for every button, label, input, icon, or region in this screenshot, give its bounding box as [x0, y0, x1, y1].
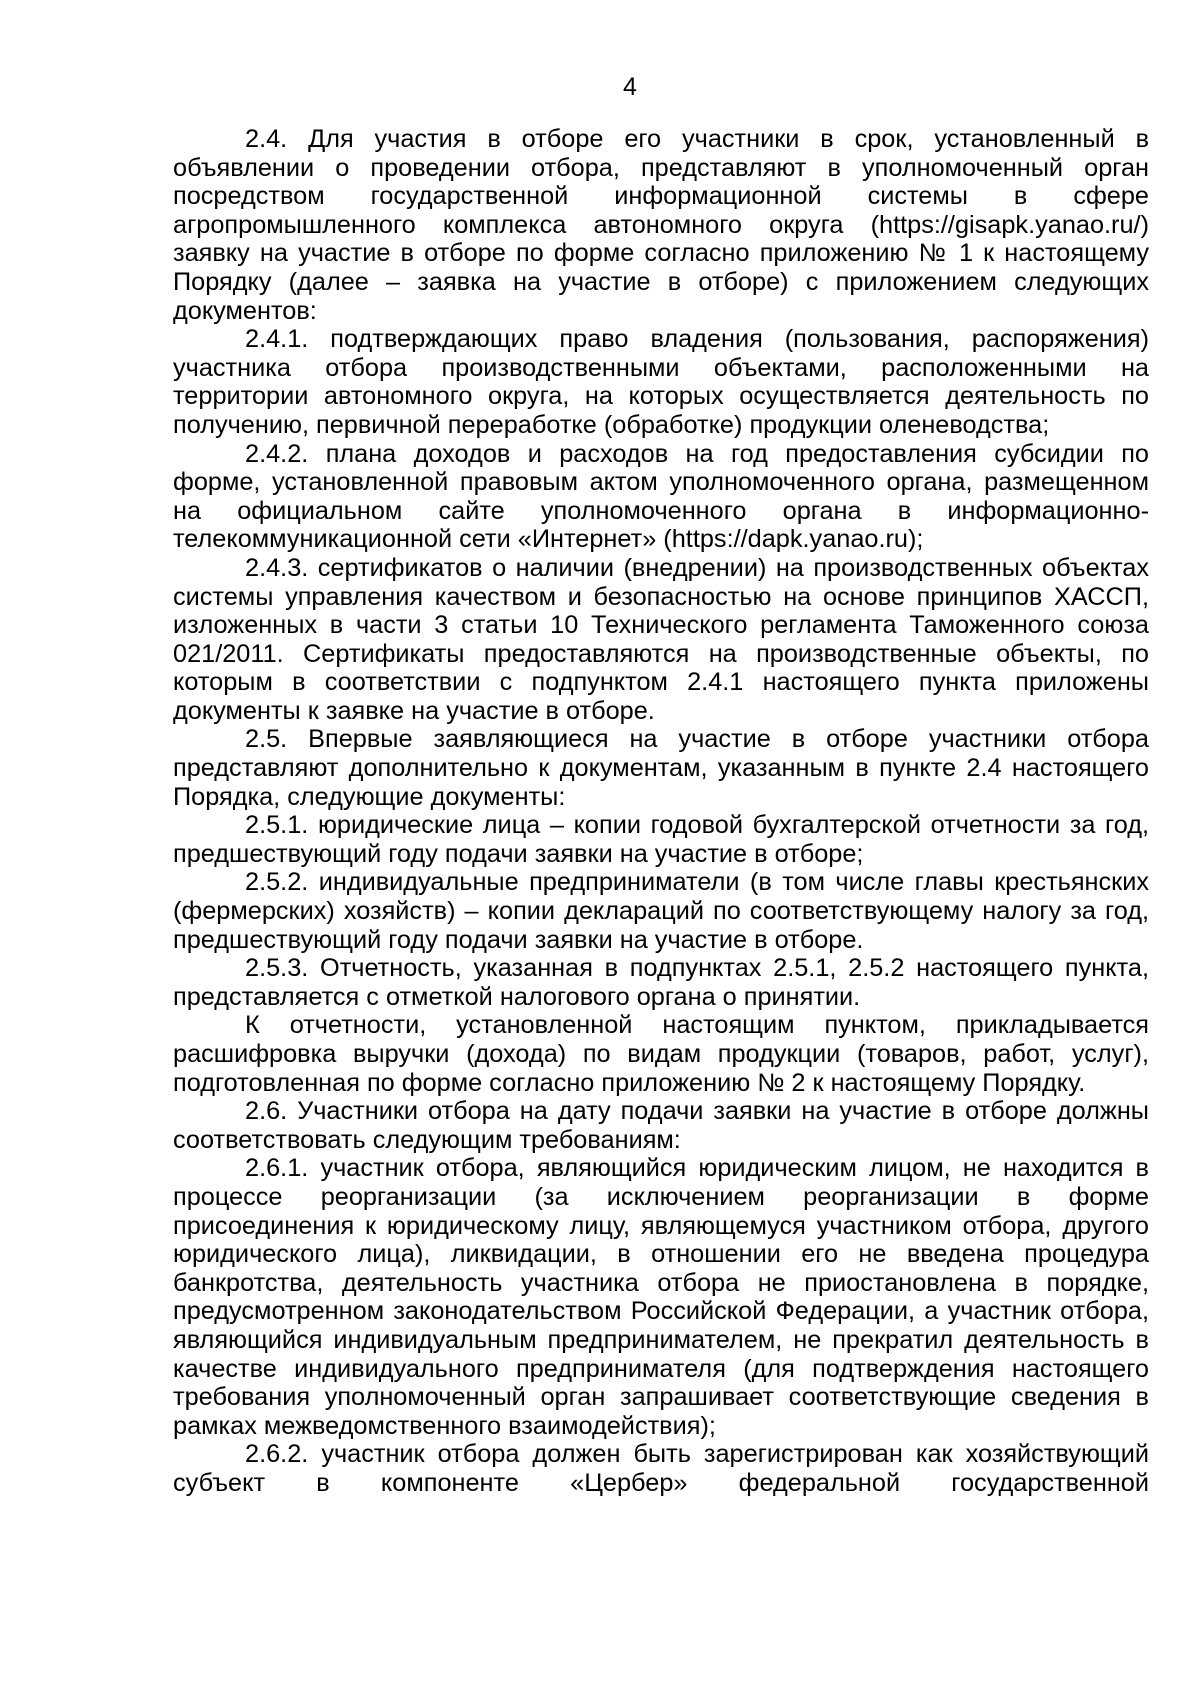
- paragraph-2-4-2: [173, 440, 1149, 554]
- paragraph-text: Участники отбора на дату подачи заявки на участие в отборе должны соответствовать следующим требованиям:: [173, 1097, 1149, 1154]
- paragraph-2-4: [173, 125, 1149, 325]
- paragraph-text: участник отбора должен быть зарегистрирован как хозяйствующий субъект в компоненте «Цербер» федеральной государственной: [173, 1440, 1149, 1497]
- paragraph-number: 2.4.1.: [245, 325, 309, 354]
- paragraph-number: 2.4.: [245, 125, 288, 153]
- paragraph-2-4-3: [173, 554, 1149, 726]
- paragraph-text: К отчетности, установленной настоящим пунктом, прикладывается расшифровка выручки (дохода) по видам продукции (товаров, работ, услуг), подготовленная по форме согласно приложению № 2 к настоящему Порядку.: [173, 1011, 1149, 1097]
- paragraph-text: подтверждающих право владения (пользования, распоряжения) участника отбора производственными объектами, расположенными на территории автономного округа, на которых осуществляется деятельность по получению, первичной переработке (обработке) продукции оленеводства;: [173, 325, 1149, 439]
- document-body: [173, 125, 1149, 1498]
- paragraph-text: индивидуальные предприниматели (в том числе главы крестьянских (фермерских) хозяйств) – копии деклараций по соответствующему налогу за год, предшествующий году подачи заявки на участие в отборе.: [173, 868, 1149, 954]
- paragraph-2-5: [173, 725, 1149, 811]
- paragraph-number: 2.4.2.: [245, 439, 309, 468]
- paragraph-2-4-1: [173, 325, 1149, 439]
- paragraph-number: 2.4.3.: [245, 553, 309, 582]
- paragraph-2-6-1: [173, 1154, 1149, 1440]
- paragraph-number: 2.5.: [245, 725, 288, 754]
- page-number: 4: [623, 73, 637, 101]
- paragraph-number: 2.6.1.: [245, 1154, 309, 1183]
- paragraph-text: Впервые заявляющиеся на участие в отборе участники отбора представляют дополнительно к документам, указанным в пункте 2.4 настоящего Порядка, следующие документы:: [173, 725, 1149, 811]
- paragraph-number: 2.5.3.: [245, 954, 309, 983]
- paragraph-reporting-note: [173, 1011, 1149, 1097]
- paragraph-text: участник отбора, являющийся юридическим лицом, не находится в процессе реорганизации (за исключением реорганизации в форме присоединения к юридическому лицу, являющемуся участником отбора, другого юридического лица), ликвидации, в отношении его не введена процедура банкротства, деятельность участника отбора не приостановлена в порядке, предусмотренном законодательством Российской Федерации, а участник отбора, являющийся индивидуальным предпринимателем, не прекратил деятельность в качестве индивидуального предпринимателя (для подтверждения настоящего требования уполномоченный орган запрашивает соответствующие сведения в рамках межведомственного взаимодействия);: [173, 1154, 1149, 1440]
- paragraph-text: юридические лица – копии годовой бухгалтерской отчетности за год, предшествующий году подачи заявки на участие в отборе;: [173, 811, 1149, 868]
- paragraph-number: 2.6.2.: [245, 1440, 309, 1469]
- paragraph-2-6-2: [173, 1440, 1149, 1497]
- paragraph-text: сертификатов о наличии (внедрении) на производственных объектах системы управления качеством и безопасностью на основе принципов ХАССП, изложенных в части 3 статьи 10 Технического регламента Таможенного союза 021/2011. Сертификаты предоставляются на производственные объекты, по которым в соответствии с подпунктом 2.4.1 настоящего пункта приложены документы к заявке на участие в отборе.: [173, 553, 1150, 725]
- paragraph-number: 2.5.1.: [245, 811, 309, 840]
- paragraph-2-5-2: [173, 868, 1149, 954]
- paragraph-2-5-3: [173, 954, 1149, 1011]
- paragraph-number: 2.6.: [245, 1097, 288, 1126]
- paragraph-2-5-1: [173, 811, 1149, 868]
- paragraph-text: Отчетность, указанная в подпунктах 2.5.1, 2.5.2 настоящего пункта, представляется с отметкой налогового органа о принятии.: [173, 954, 1149, 1011]
- paragraph-text: Для участия в отборе его участники в срок, установленный в объявлении о проведении отбора, представляют в уполномоченный орган посредством государственной информационной системы в сфере агропромышленного комплекса автономного округа (https://gisapk.yanao.ru/) заявку на участие в отборе по форме согласно приложению № 1 к настоящему Порядку (далее – заявка на участие в отборе) с приложением следующих документов:: [173, 125, 1150, 325]
- paragraph-number: 2.5.2.: [245, 868, 309, 897]
- paragraph-text: плана доходов и расходов на год предоставления субсидии по форме, установленной правовым актом уполномоченного органа, размещенном на официальном сайте уполномоченного органа в информационно-телекоммуникационной сети «Интернет» (https://dapk.yanao.ru);: [173, 439, 1149, 554]
- paragraph-2-6: [173, 1097, 1149, 1154]
